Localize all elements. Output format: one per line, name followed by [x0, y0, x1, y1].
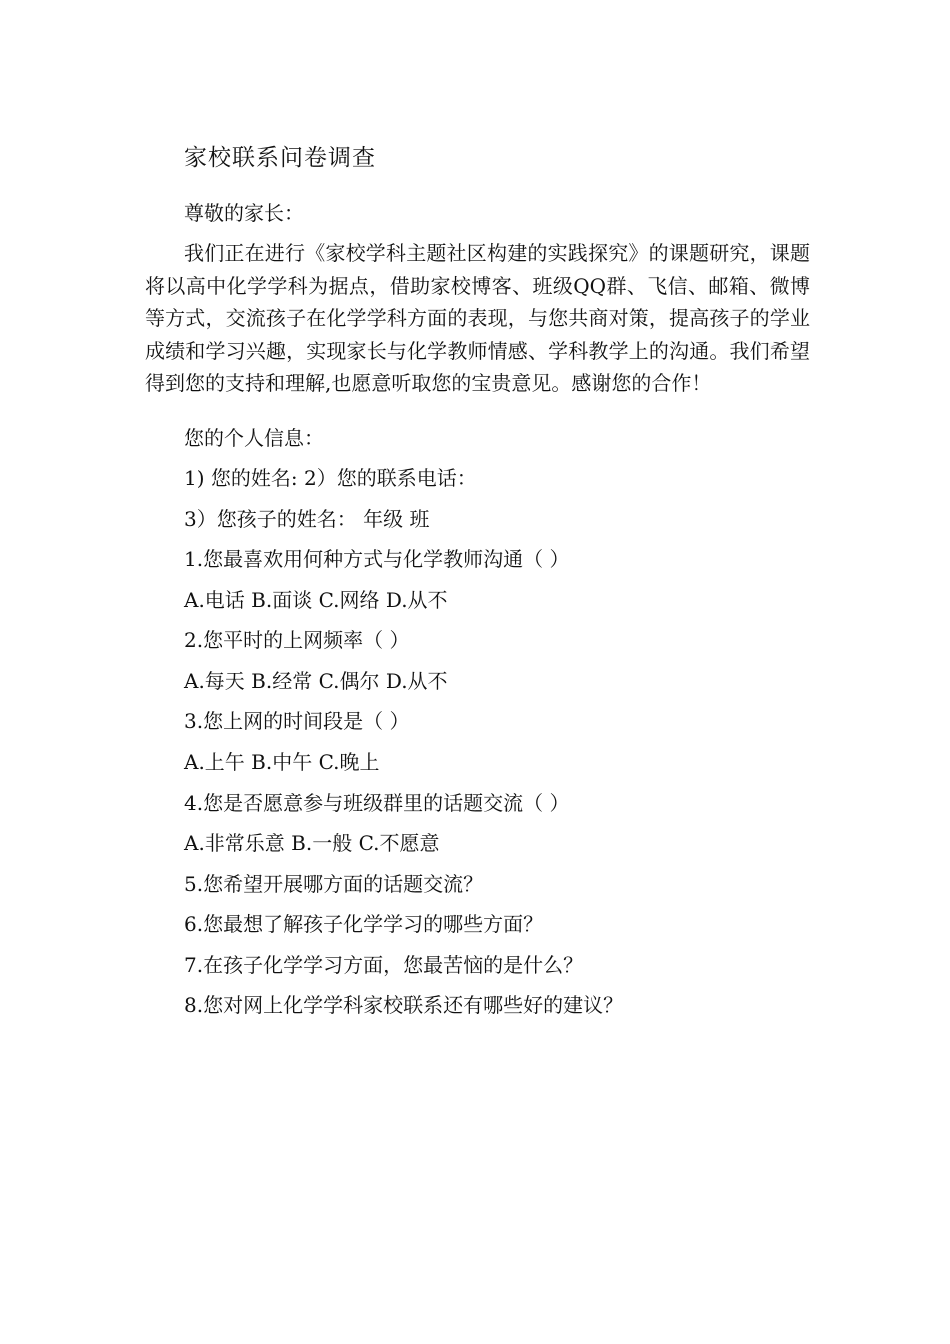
question-1-options: A.电话 B.面谈 C.网络 D.从不 [184, 588, 448, 612]
question-3-options: A.上午 B.中午 C.晚上 [184, 750, 380, 774]
question-4-options: A.非常乐意 B.一般 C.不愿意 [184, 831, 440, 855]
question-3: 3.您上网的时间段是（ ） [184, 709, 410, 733]
question-6: 6.您最想了解孩子化学学习的哪些方面？ [184, 912, 544, 936]
question-7: 7.在孩子化学学习方面，您最苦恼的是什么？ [184, 953, 584, 977]
question-4: 4.您是否愿意参与班级群里的话题交流（ ） [184, 791, 570, 815]
intro-paragraph: 我们正在进行《家校学科主题社区构建的实践探究》的课题研究，课题将以高中化学学科为据点，借助家校博客、班级QQ群、飞信、邮箱、微博等方式，交流孩子在化学学科方面的表现，与您共商对策，提高孩子的学业成绩和学习兴趣，实现家长与化学教师情感、学科教学上的沟通。我们希望得到您的支持和理解,也愿意听取您的宝贵意见。感谢您的合作！ [145, 241, 810, 395]
question-1: 1.您最喜欢用何种方式与化学教师沟通（ ） [184, 547, 570, 571]
salutation: 尊敬的家长： [184, 201, 304, 225]
question-2: 2.您平时的上网频率（ ） [184, 628, 410, 652]
personal-info-name-phone: 1) 您的姓名: 2）您的联系电话： [184, 466, 477, 490]
question-8: 8.您对网上化学学科家校联系还有哪些好的建议？ [184, 993, 624, 1017]
question-2-options: A.每天 B.经常 C.偶尔 D.从不 [184, 669, 448, 693]
personal-info-child-class: 3）您孩子的姓名： 年级 班 [184, 507, 430, 531]
document-title: 家校联系问卷调查 [184, 145, 376, 171]
personal-info-heading: 您的个人信息： [184, 426, 324, 450]
question-5: 5.您希望开展哪方面的话题交流？ [184, 872, 484, 896]
